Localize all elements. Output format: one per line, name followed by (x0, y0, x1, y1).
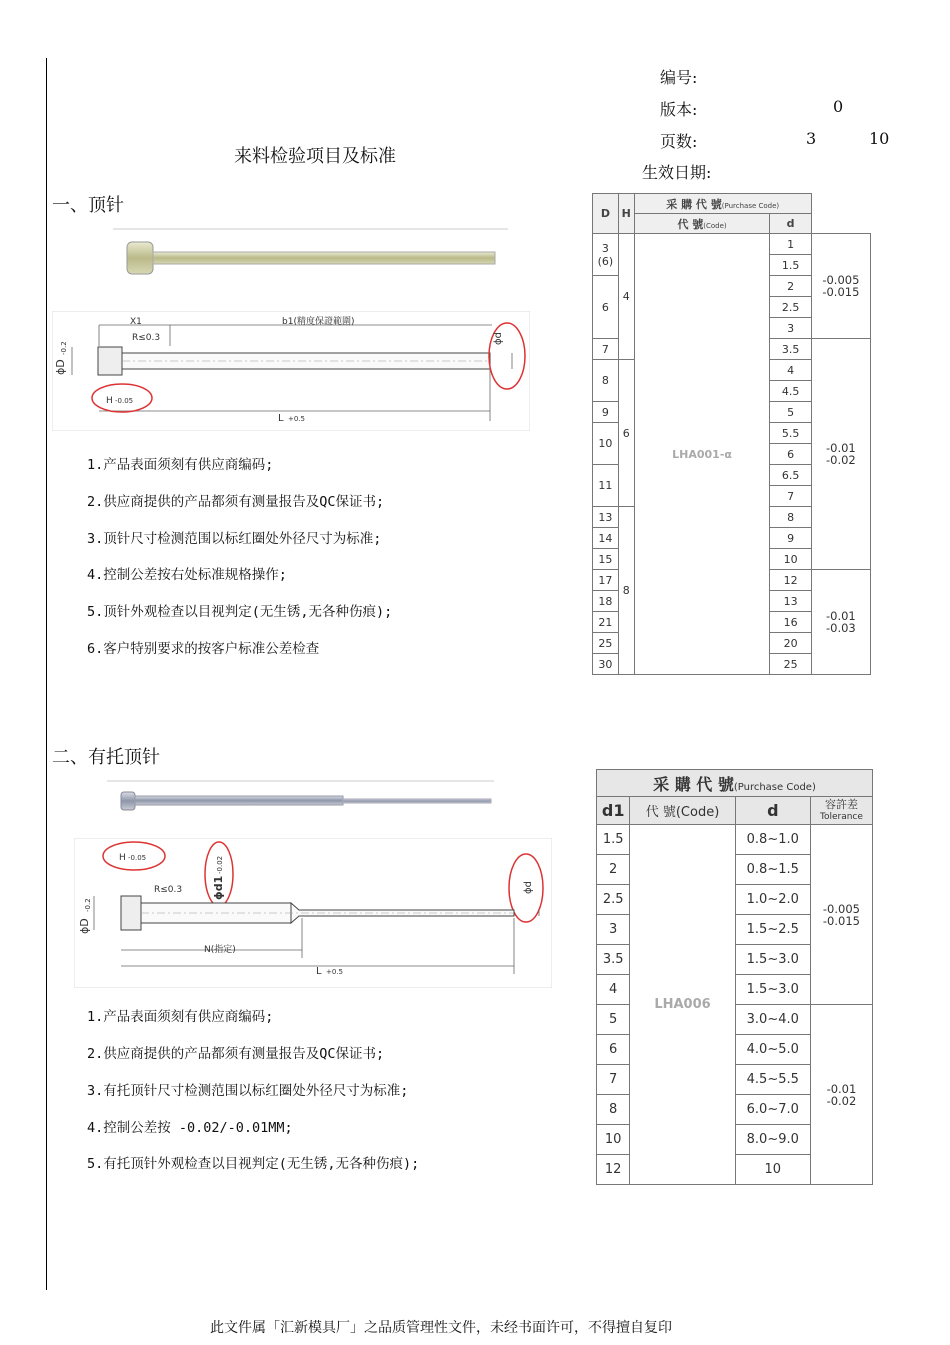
version-value: 0 (833, 97, 844, 116)
code-value: LHA001-α (634, 234, 770, 675)
D-value: 6 (593, 276, 619, 339)
s1-item-5: 5.顶针外观检查以目视判定(无生锈,无各种伤痕); (87, 604, 393, 620)
label2-phi-D-tol: -0.2 (84, 898, 92, 912)
col-header-code: 代 號(Code) (634, 214, 770, 234)
d-value: 2 (770, 276, 811, 297)
label2-h-tol: -0.05 (128, 854, 147, 862)
d-value: 12 (770, 570, 811, 591)
label2-n: N(指定) (204, 945, 236, 955)
label-x1: X1 (130, 317, 142, 327)
col-header-d1: d1 (597, 797, 630, 825)
label-phi-d: ϕd (493, 332, 504, 345)
ejector-pin-photo (113, 228, 508, 288)
label-l: L (278, 413, 284, 424)
d-range-value: 0.8~1.5 (735, 855, 810, 885)
stepped-pin-spec-table (596, 769, 873, 1185)
stepped-pin-photo (107, 780, 494, 822)
purchase-code-header: 采 購 代 號(Purchase Code) (597, 770, 873, 797)
d1-value: 5 (597, 1005, 630, 1035)
s2-item-5: 5.有托顶针外观检查以目视判定(无生锈,无各种伤痕); (87, 1156, 420, 1172)
d-value: 3 (770, 318, 811, 339)
d-range-value: 3.0~4.0 (735, 1005, 810, 1035)
d-range-value: 10 (735, 1155, 810, 1185)
D-value: 25 (593, 633, 619, 654)
H-value: 4 (618, 234, 634, 360)
d1-value: 2.5 (597, 885, 630, 915)
d-value: 6 (770, 444, 811, 465)
label-b1: b1(精度保證範圍) (282, 317, 355, 327)
d-range-value: 6.0~7.0 (735, 1095, 810, 1125)
D-value: 18 (593, 591, 619, 612)
s1-item-6: 6.客户特别要求的按客户标准公差检查 (87, 641, 320, 657)
d1-value: 2 (597, 855, 630, 885)
col-header-code: 代 號(Code) (630, 797, 735, 825)
s2-item-1: 1.产品表面须刻有供应商编码; (87, 1009, 274, 1025)
tolerance-value: -0.01 -0.02 (810, 1005, 872, 1185)
col-header-H: H (618, 194, 634, 234)
D-value: 30 (593, 654, 619, 675)
H-value: 6 (618, 360, 634, 507)
d1-value: 8 (597, 1095, 630, 1125)
d-range-value: 1.5~3.0 (735, 945, 810, 975)
label2-l: L (316, 966, 322, 977)
left-margin-line (46, 58, 47, 1290)
s2-item-4: 4.控制公差按 -0.02/-0.01MM; (87, 1120, 293, 1136)
label2-phi-d: ϕd (523, 881, 534, 894)
D-value: 14 (593, 528, 619, 549)
tolerance-value: -0.01 -0.02 (811, 339, 870, 570)
section1-heading: 一、顶针 (52, 195, 124, 216)
d-value: 13 (770, 591, 811, 612)
D-value: 8 (593, 360, 619, 402)
d-value: 16 (770, 612, 811, 633)
D-value: 13 (593, 507, 619, 528)
d-range-value: 1.5~2.5 (735, 915, 810, 945)
D-value: 7 (593, 339, 619, 360)
pages-label: 页数: (660, 132, 698, 151)
d-value: 25 (770, 654, 811, 675)
D-value: 9 (593, 402, 619, 423)
page-title: 来料检验项目及标准 (234, 146, 396, 167)
d-value: 6.5 (770, 465, 811, 486)
d-range-value: 8.0~9.0 (735, 1125, 810, 1155)
doc-number-label: 编号: (660, 68, 698, 87)
version-label: 版本: (660, 100, 698, 119)
d-range-value: 0.8~1.0 (735, 825, 810, 855)
d-value: 2.5 (770, 297, 811, 318)
d-value: 7 (770, 486, 811, 507)
d-range-value: 4.0~5.0 (735, 1035, 810, 1065)
col-header-d: d (735, 797, 810, 825)
s1-item-3: 3.顶针尺寸检测范围以标红圈处外径尺寸为标准; (87, 531, 382, 547)
s1-item-1: 1.产品表面须刻有供应商编码; (87, 457, 274, 473)
d-value: 4 (770, 360, 811, 381)
page-current: 3 (806, 129, 817, 148)
D-value: 11 (593, 465, 619, 507)
page-total: 10 (869, 129, 890, 148)
label2-phi-d1-tol: -0.02 (216, 855, 224, 874)
d-value: 10 (770, 549, 811, 570)
label2-h: H (119, 853, 126, 863)
label-phi-D-tol: -0.2 (60, 341, 68, 355)
s2-item-2: 2.供应商提供的产品都须有测量报告及QC保证书; (87, 1046, 385, 1062)
stepped-pin-diagram (74, 838, 552, 988)
d-range-value: 4.5~5.5 (735, 1065, 810, 1095)
label-phi-D: ϕD (54, 359, 67, 375)
effective-date-label: 生效日期: (642, 163, 712, 182)
d1-value: 12 (597, 1155, 630, 1185)
d-range-value: 1.5~3.0 (735, 975, 810, 1005)
tolerance-value: -0.005 -0.015 (811, 234, 870, 339)
tolerance-value: -0.005 -0.015 (810, 825, 872, 1005)
label-radius: R≤0.3 (132, 333, 161, 343)
section2-heading: 二、有托顶针 (52, 747, 160, 768)
s2-item-3: 3.有托顶针尺寸检测范围以标红圈处外径尺寸为标准; (87, 1083, 409, 1099)
d-value: 20 (770, 633, 811, 654)
D-value: 15 (593, 549, 619, 570)
label2-phi-D: ϕD (78, 918, 91, 934)
d-value: 5.5 (770, 423, 811, 444)
footer-notice: 此文件属「汇新模具厂」之品质管理性文件，未经书面许可，不得擅自复印 (210, 1320, 672, 1336)
d-value: 4.5 (770, 381, 811, 402)
code-value: LHA006 (630, 825, 735, 1185)
col-header-d: d (770, 214, 811, 234)
label2-phi-d1: ϕd1 (212, 875, 225, 900)
d-value: 1 (770, 234, 811, 255)
D-value: 21 (593, 612, 619, 633)
ejector-pin-spec-table (592, 193, 871, 675)
tolerance-value: -0.01 -0.03 (811, 570, 870, 675)
d1-value: 6 (597, 1035, 630, 1065)
D-value: 17 (593, 570, 619, 591)
s1-item-4: 4.控制公差按右处标准规格操作; (87, 567, 287, 583)
col-header-D: D (593, 194, 619, 234)
d-value: 1.5 (770, 255, 811, 276)
D-value: 10 (593, 423, 619, 465)
ejector-pin-diagram (52, 311, 530, 431)
purchase-code-header: 采 購 代 號(Purchase Code) (634, 194, 811, 214)
d-value: 8 (770, 507, 811, 528)
s1-item-2: 2.供应商提供的产品都须有测量报告及QC保证书; (87, 494, 385, 510)
label2-radius: R≤0.3 (154, 885, 183, 895)
d1-value: 7 (597, 1065, 630, 1095)
d1-value: 1.5 (597, 825, 630, 855)
d1-value: 10 (597, 1125, 630, 1155)
label2-l-tol: +0.5 (326, 968, 343, 976)
d-range-value: 1.0~2.0 (735, 885, 810, 915)
d-value: 9 (770, 528, 811, 549)
d-value: 3.5 (770, 339, 811, 360)
d-value: 5 (770, 402, 811, 423)
d1-value: 3 (597, 915, 630, 945)
D-value: 3 (6) (593, 234, 619, 276)
d1-value: 3.5 (597, 945, 630, 975)
label-h-tol: -0.05 (115, 397, 134, 405)
d1-value: 4 (597, 975, 630, 1005)
label-h: H (106, 396, 113, 406)
H-value: 8 (618, 507, 634, 675)
label-l-tol: +0.5 (288, 415, 305, 423)
col-header-tolerance: 容許差 Tolerance (810, 797, 872, 825)
